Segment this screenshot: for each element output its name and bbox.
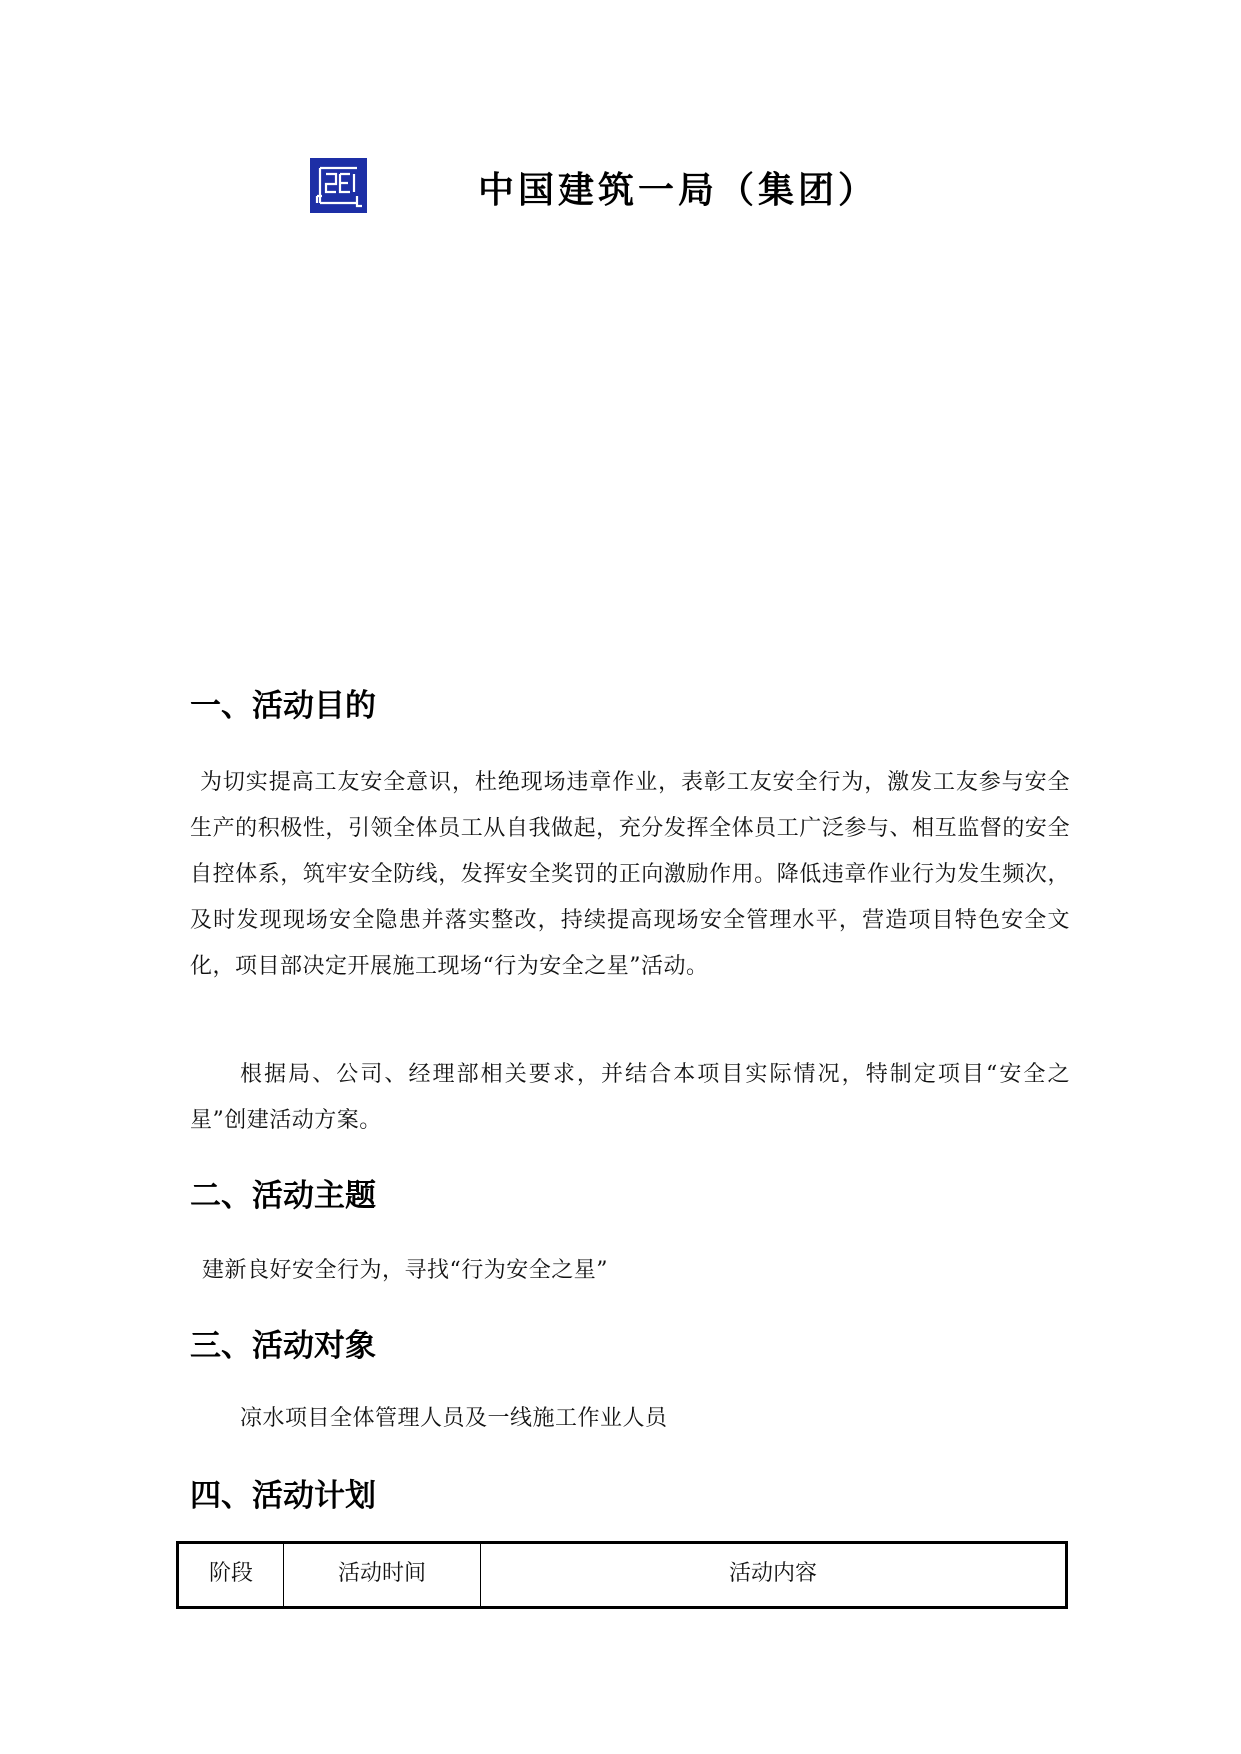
section-heading-theme: 二、活动主题 xyxy=(190,1178,376,1214)
section-heading-plan: 四、活动计划 xyxy=(190,1478,376,1514)
company-name: 中国建筑一局（集团） xyxy=(478,169,879,211)
table-header-row xyxy=(178,1543,1067,1608)
purpose-paragraph xyxy=(190,760,1070,990)
activity-plan-table xyxy=(176,1541,1068,1609)
cscec-logo xyxy=(310,158,367,213)
requirements-paragraph: 根据局、公司、经理部相关要求，并结合本项目实际情况，特制定项目“安全之星”创建活动方案。 xyxy=(190,1062,1070,1133)
table-header-stage: 阶段 xyxy=(178,1543,284,1608)
section-heading-audience: 三、活动对象 xyxy=(190,1328,376,1364)
table-header-time: 活动时间 xyxy=(284,1543,481,1608)
theme-paragraph: 建新良好安全行为，寻找“行为安全之星” xyxy=(202,1258,608,1283)
section-heading-purpose: 一、活动目的 xyxy=(190,688,376,724)
document-header xyxy=(0,158,1241,218)
audience-paragraph: 凉水项目全体管理人员及一线施工作业人员 xyxy=(240,1406,668,1431)
purpose-paragraph-text: 为切实提高工友安全意识，杜绝现场违章作业，表彰工友安全行为，激发工友参与安全生产的积极性，引领全体员工从自我做起，充分发挥全体员工广泛参与、相互监督的安全自控体系，筑牢安全防线，发挥安全奖罚的正向激励作用。降低违章作业行为发生频次，及时发现现场安全隐患并落实整改，持续提高现场安全管理水平，营造项目特色安全文化，项目部决定开展施工现场“行为安全之星”活动。 xyxy=(190,770,1070,979)
table-header-content: 活动内容 xyxy=(728,1561,817,1586)
